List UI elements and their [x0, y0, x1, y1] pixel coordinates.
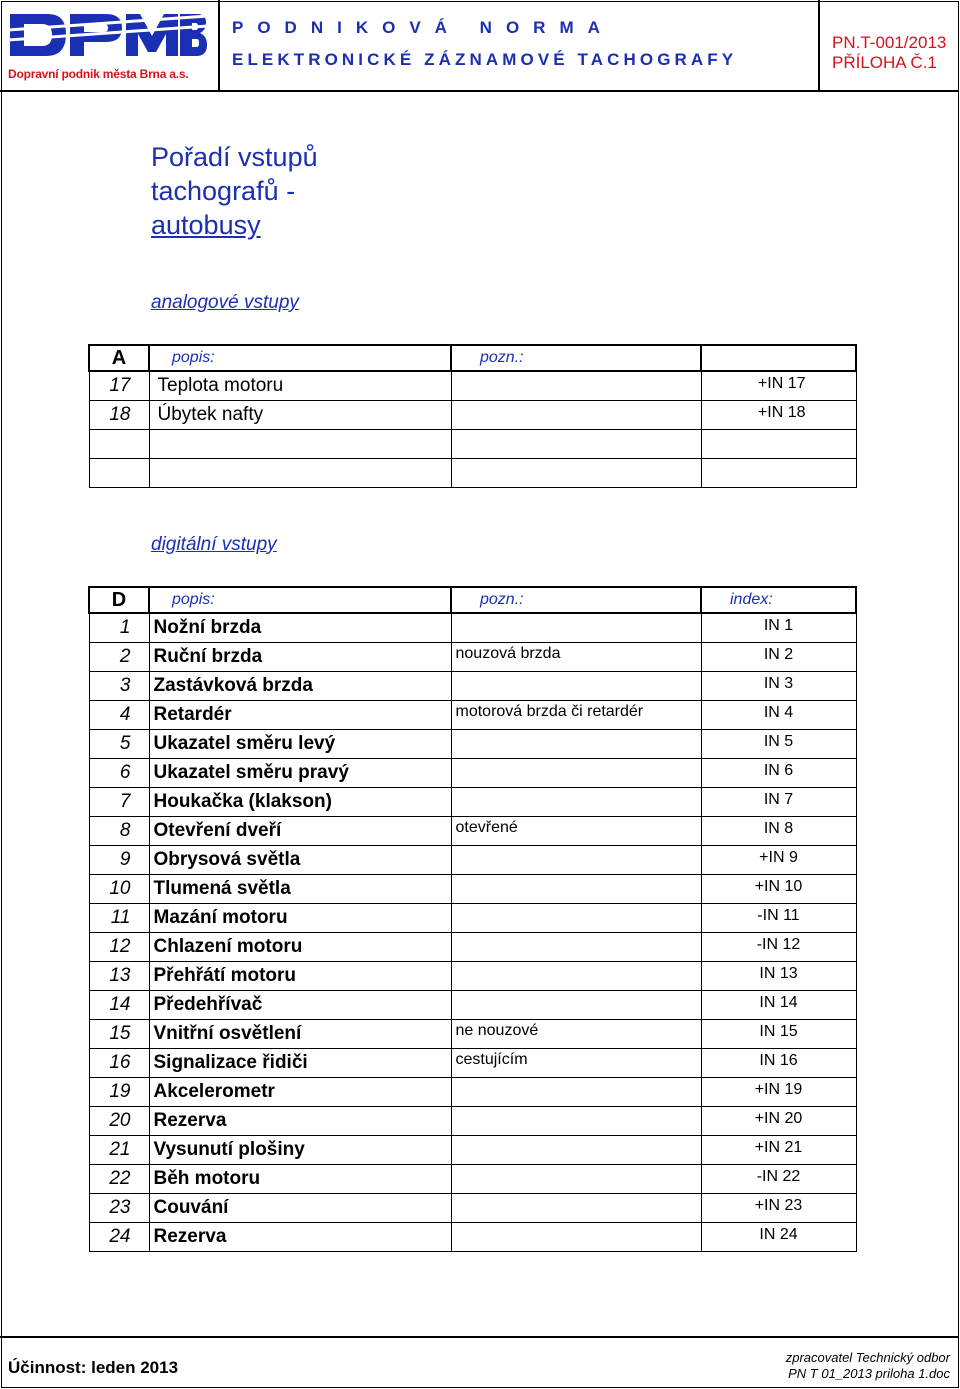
analog-inputs-table	[88, 344, 857, 488]
table-row	[89, 846, 856, 875]
input-note: motorová brzda či retardér	[451, 701, 701, 730]
input-index	[701, 430, 856, 459]
table-row	[89, 817, 856, 846]
input-index: IN 7	[701, 788, 856, 817]
table-row	[89, 401, 856, 430]
page-footer	[0, 1336, 958, 1389]
input-description: Vysunutí plošiny	[149, 1136, 451, 1165]
input-number: 22	[89, 1165, 149, 1194]
table-row	[89, 1049, 856, 1078]
input-index: +IN 18	[701, 401, 856, 430]
input-index: +IN 17	[701, 371, 856, 401]
input-description: Běh motoru	[149, 1165, 451, 1194]
input-index: IN 1	[701, 613, 856, 643]
input-number: 10	[89, 875, 149, 904]
table-row	[89, 962, 856, 991]
file-name: PN T 01_2013 priloha 1.doc	[788, 1366, 950, 1381]
input-number: 17	[89, 371, 149, 401]
input-index: +IN 20	[701, 1107, 856, 1136]
input-note	[451, 401, 701, 430]
input-number: 5	[89, 730, 149, 759]
input-number: 18	[89, 401, 149, 430]
input-number	[89, 430, 149, 459]
input-number: 4	[89, 701, 149, 730]
input-note	[451, 1223, 701, 1252]
input-index: IN 5	[701, 730, 856, 759]
document-title-line: tachografů -	[151, 176, 296, 206]
input-description: Akcelerometr	[149, 1078, 451, 1107]
table-row	[89, 371, 856, 401]
input-note	[451, 1107, 701, 1136]
input-description: Zastávková brzda	[149, 672, 451, 701]
input-index: IN 8	[701, 817, 856, 846]
input-description: Tlumená světla	[149, 875, 451, 904]
input-description: Úbytek nafty	[149, 401, 451, 430]
input-number: 15	[89, 1020, 149, 1049]
input-description: Vnitřní osvětlení	[149, 1020, 451, 1049]
header-description: popis:	[149, 345, 451, 371]
input-number: 6	[89, 759, 149, 788]
table-row	[89, 1078, 856, 1107]
effective-date: Účinnost: leden 2013	[8, 1358, 179, 1377]
document-title-line: Pořadí vstupů	[151, 142, 318, 172]
table-row	[89, 875, 856, 904]
input-index: +IN 23	[701, 1194, 856, 1223]
input-number: 21	[89, 1136, 149, 1165]
table-row	[89, 459, 856, 488]
table-row	[89, 1165, 856, 1194]
norm-title: PODNIKOVÁ NORMA	[232, 18, 614, 37]
input-index: -IN 12	[701, 933, 856, 962]
input-index: +IN 9	[701, 846, 856, 875]
table-row	[89, 991, 856, 1020]
input-description: Couvání	[149, 1194, 451, 1223]
input-number: 19	[89, 1078, 149, 1107]
input-description: Rezerva	[149, 1107, 451, 1136]
header-description: popis:	[149, 587, 451, 613]
input-number: 16	[89, 1049, 149, 1078]
header-note: pozn.:	[451, 345, 701, 371]
logo	[0, 0, 220, 90]
analog-section-label: analogové vstupy	[151, 292, 299, 313]
logo-subtitle: Dopravní podnik města Brna a.s.	[8, 67, 189, 81]
page-header	[0, 0, 958, 92]
table-row	[89, 730, 856, 759]
input-note	[451, 1078, 701, 1107]
input-number: 2	[89, 643, 149, 672]
table-row	[89, 1020, 856, 1049]
document-title-line: autobusy	[151, 210, 261, 240]
input-description: Otevření dveří	[149, 817, 451, 846]
input-description: Retardér	[149, 701, 451, 730]
table-header-row	[89, 345, 856, 371]
table-row	[89, 613, 856, 643]
input-note	[451, 875, 701, 904]
table-row	[89, 1107, 856, 1136]
input-note	[451, 904, 701, 933]
input-number: 3	[89, 672, 149, 701]
table-row	[89, 430, 856, 459]
input-note	[451, 846, 701, 875]
document-title	[151, 140, 318, 242]
input-note	[451, 962, 701, 991]
input-note	[451, 459, 701, 488]
input-note	[451, 1136, 701, 1165]
input-index: +IN 10	[701, 875, 856, 904]
header-index: index:	[701, 587, 856, 613]
input-note	[451, 759, 701, 788]
input-description: Přehřátí motoru	[149, 962, 451, 991]
table-key: A	[89, 345, 149, 371]
input-note	[451, 730, 701, 759]
input-index: -IN 11	[701, 904, 856, 933]
input-number: 13	[89, 962, 149, 991]
input-note	[451, 430, 701, 459]
input-index: IN 16	[701, 1049, 856, 1078]
annex-label: PŘÍLOHA Č.1	[832, 53, 937, 72]
table-row	[89, 933, 856, 962]
input-description	[149, 430, 451, 459]
input-note	[451, 788, 701, 817]
input-note	[451, 991, 701, 1020]
digital-section-label: digitální vstupy	[151, 534, 277, 555]
header-index	[701, 345, 856, 371]
input-note	[451, 1165, 701, 1194]
input-description: Chlazení motoru	[149, 933, 451, 962]
input-description: Signalizace řidiči	[149, 1049, 451, 1078]
input-index: +IN 21	[701, 1136, 856, 1165]
digital-inputs-table	[88, 586, 857, 1252]
input-description: Teplota motoru	[149, 371, 451, 401]
input-description: Obrysová světla	[149, 846, 451, 875]
input-note: cestujícím	[451, 1049, 701, 1078]
input-note: nouzová brzda	[451, 643, 701, 672]
input-index: +IN 19	[701, 1078, 856, 1107]
table-row	[89, 1223, 856, 1252]
input-note	[451, 613, 701, 643]
input-index: IN 4	[701, 701, 856, 730]
dpmb-logo-icon	[8, 8, 208, 66]
input-description: Ruční brzda	[149, 643, 451, 672]
input-index: IN 3	[701, 672, 856, 701]
input-number: 9	[89, 846, 149, 875]
input-description: Houkačka (klakson)	[149, 788, 451, 817]
input-description: Ukazatel směru levý	[149, 730, 451, 759]
table-key: D	[89, 587, 149, 613]
input-note	[451, 371, 701, 401]
document-code: PN.T-001/2013	[832, 33, 947, 52]
input-number: 23	[89, 1194, 149, 1223]
input-number: 8	[89, 817, 149, 846]
norm-subtitle: ELEKTRONICKÉ ZÁZNAMOVÉ TACHOGRAFY	[232, 50, 738, 69]
input-number: 20	[89, 1107, 149, 1136]
input-number: 7	[89, 788, 149, 817]
document-code-box	[818, 0, 960, 90]
input-index: IN 14	[701, 991, 856, 1020]
input-description	[149, 459, 451, 488]
table-row	[89, 701, 856, 730]
input-description: Nožní brzda	[149, 613, 451, 643]
table-row	[89, 759, 856, 788]
input-number: 1	[89, 613, 149, 643]
table-row	[89, 904, 856, 933]
input-index	[701, 459, 856, 488]
input-description: Předehřívač	[149, 991, 451, 1020]
table-row	[89, 672, 856, 701]
input-index: IN 2	[701, 643, 856, 672]
input-number: 24	[89, 1223, 149, 1252]
author-department: zpracovatel Technický odbor	[785, 1350, 950, 1365]
input-note	[451, 933, 701, 962]
table-header-row	[89, 587, 856, 613]
input-note	[451, 672, 701, 701]
input-index: IN 6	[701, 759, 856, 788]
input-number: 12	[89, 933, 149, 962]
table-row	[89, 1194, 856, 1223]
input-note: ne nouzové	[451, 1020, 701, 1049]
input-number: 11	[89, 904, 149, 933]
input-description: Ukazatel směru pravý	[149, 759, 451, 788]
input-number	[89, 459, 149, 488]
table-row	[89, 643, 856, 672]
input-index: -IN 22	[701, 1165, 856, 1194]
input-description: Mazání motoru	[149, 904, 451, 933]
header-note: pozn.:	[451, 587, 701, 613]
input-number: 14	[89, 991, 149, 1020]
input-index: IN 15	[701, 1020, 856, 1049]
table-row	[89, 1136, 856, 1165]
input-description: Rezerva	[149, 1223, 451, 1252]
input-index: IN 13	[701, 962, 856, 991]
input-note: otevřené	[451, 817, 701, 846]
table-row	[89, 788, 856, 817]
input-index: IN 24	[701, 1223, 856, 1252]
input-note	[451, 1194, 701, 1223]
